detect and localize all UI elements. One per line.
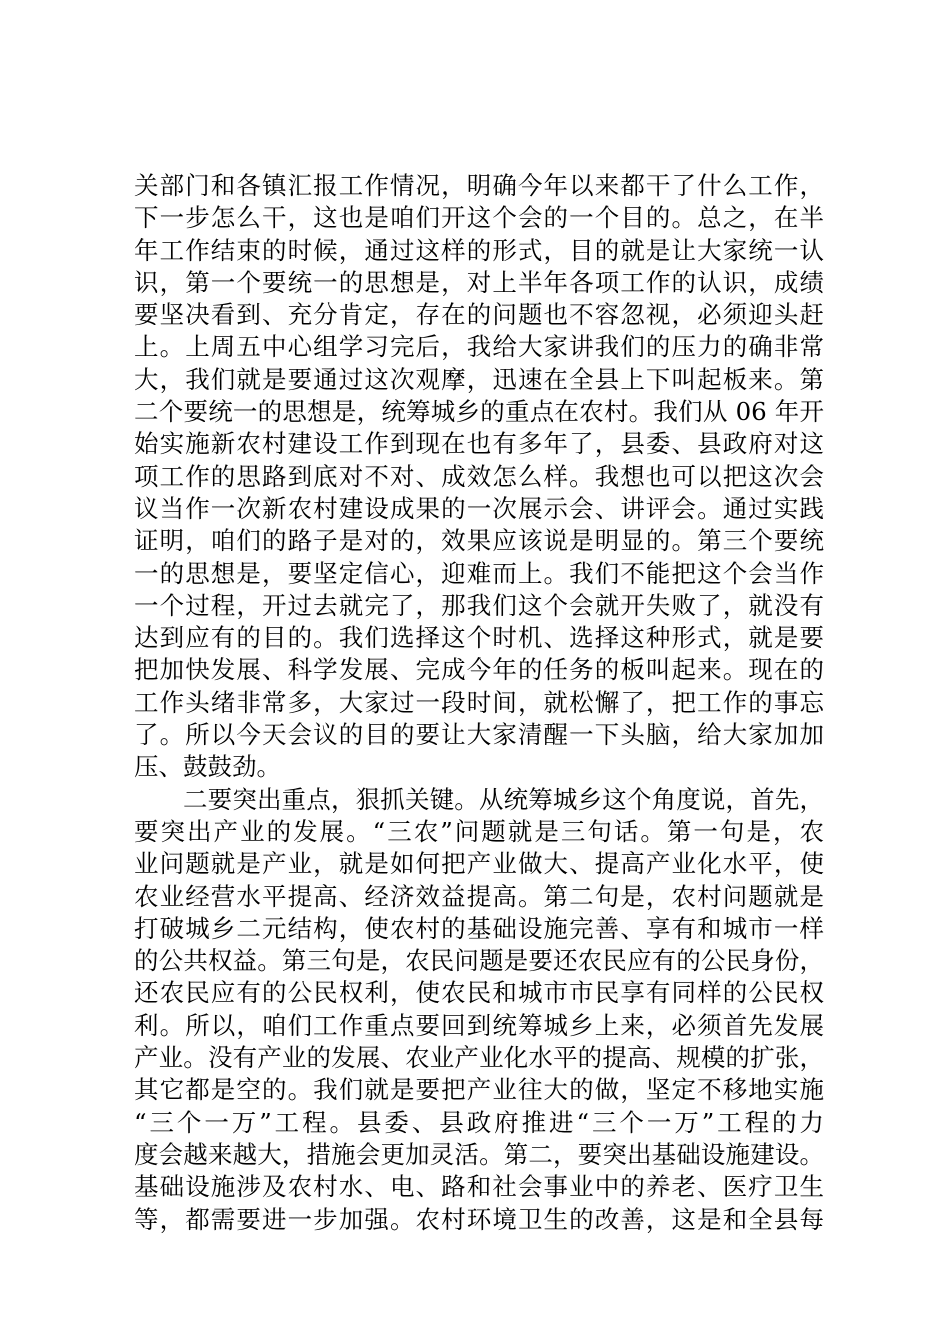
text-line: 证明，咱们的路子是对的，效果应该说是明显的。第三个要统 <box>134 526 824 556</box>
text-line: 年工作结束的时候，通过这样的形式，目的就是让大家统一认 <box>134 235 824 265</box>
text-line: 二个要统一的思想是，统筹城乡的重点在农村。我们从 06 年开 <box>134 397 824 427</box>
text-line: 还农民应有的公民权利，使农民和城市市民享有同样的公民权 <box>134 978 824 1008</box>
text-line: 业问题就是产业，就是如何把产业做大、提高产业化水平，使 <box>134 849 824 879</box>
text-line: 要坚决看到、充分肯定，存在的问题也不容忽视，必须迎头赶 <box>134 300 824 330</box>
text-line: 一的思想是，要坚定信心，迎难而上。我们不能把这个会当作 <box>134 558 824 588</box>
text-line: 下一步怎么干，这也是咱们开这个会的一个目的。总之，在半 <box>134 203 824 233</box>
text-line: 的公共权益。第三句是，农民问题是要还农民应有的公民身份， <box>134 946 824 976</box>
text-line: 议当作一次新农村建设成果的一次展示会、讲评会。通过实践 <box>134 493 824 523</box>
text-line: 利。所以，咱们工作重点要回到统筹城乡上来，必须首先发展 <box>134 1010 824 1040</box>
text-line: 要突出产业的发展。“三农”问题就是三句话。第一句是，农 <box>134 816 824 846</box>
text-line: 二要突出重点，狠抓关键。从统筹城乡这个角度说，首先， <box>183 784 824 814</box>
text-line: 了。所以今天会议的目的要让大家清醒一下头脑，给大家加加 <box>134 720 824 750</box>
text-line: 等，都需要进一步加强。农村环境卫生的改善，这是和全县每 <box>134 1204 824 1234</box>
text-line: 始实施新农村建设工作到现在也有多年了，县委、县政府对这 <box>134 429 824 459</box>
text-line: 度会越来越大，措施会更加灵活。第二，要突出基础设施建设。 <box>134 1139 824 1169</box>
text-line: 打破城乡二元结构，使农村的基础设施完善、享有和城市一样 <box>134 913 824 943</box>
text-line: 工作头绪非常多，大家过一段时间，就松懈了，把工作的事忘 <box>134 687 824 717</box>
text-line: 上。上周五中心组学习完后，我给大家讲我们的压力的确非常 <box>134 332 824 362</box>
text-line: 大，我们就是要通过这次观摩，迅速在全县上下叫起板来。第 <box>134 364 824 394</box>
text-line: 产业。没有产业的发展、农业产业化水平的提高、规模的扩张， <box>134 1043 824 1073</box>
body-text <box>134 170 824 1236</box>
text-line: 识，第一个要统一的思想是，对上半年各项工作的认识，成绩 <box>134 267 824 297</box>
text-line: 一个过程，开过去就完了，那我们这个会就开失败了，就没有 <box>134 590 824 620</box>
text-line: “三个一万”工程。县委、县政府推进“三个一万”工程的力 <box>134 1107 824 1137</box>
text-line: 基础设施涉及农村水、电、路和社会事业中的养老、医疗卫生 <box>134 1172 824 1202</box>
text-line: 把加快发展、科学发展、完成今年的任务的板叫起来。现在的 <box>134 655 824 685</box>
text-line: 压、鼓鼓劲。 <box>134 752 281 782</box>
text-line: 农业经营水平提高、经济效益提高。第二句是，农村问题就是 <box>134 881 824 911</box>
text-line: 达到应有的目的。我们选择这个时机、选择这种形式，就是要 <box>134 623 824 653</box>
text-line: 项工作的思路到底对不对、成效怎么样。我想也可以把这次会 <box>134 461 824 491</box>
paragraph-1 <box>134 170 824 784</box>
text-line: 其它都是空的。我们就是要把产业往大的做，坚定不移地实施 <box>134 1075 824 1105</box>
paragraph-2 <box>134 784 824 1236</box>
text-line: 关部门和各镇汇报工作情况，明确今年以来都干了什么工作， <box>134 171 824 200</box>
